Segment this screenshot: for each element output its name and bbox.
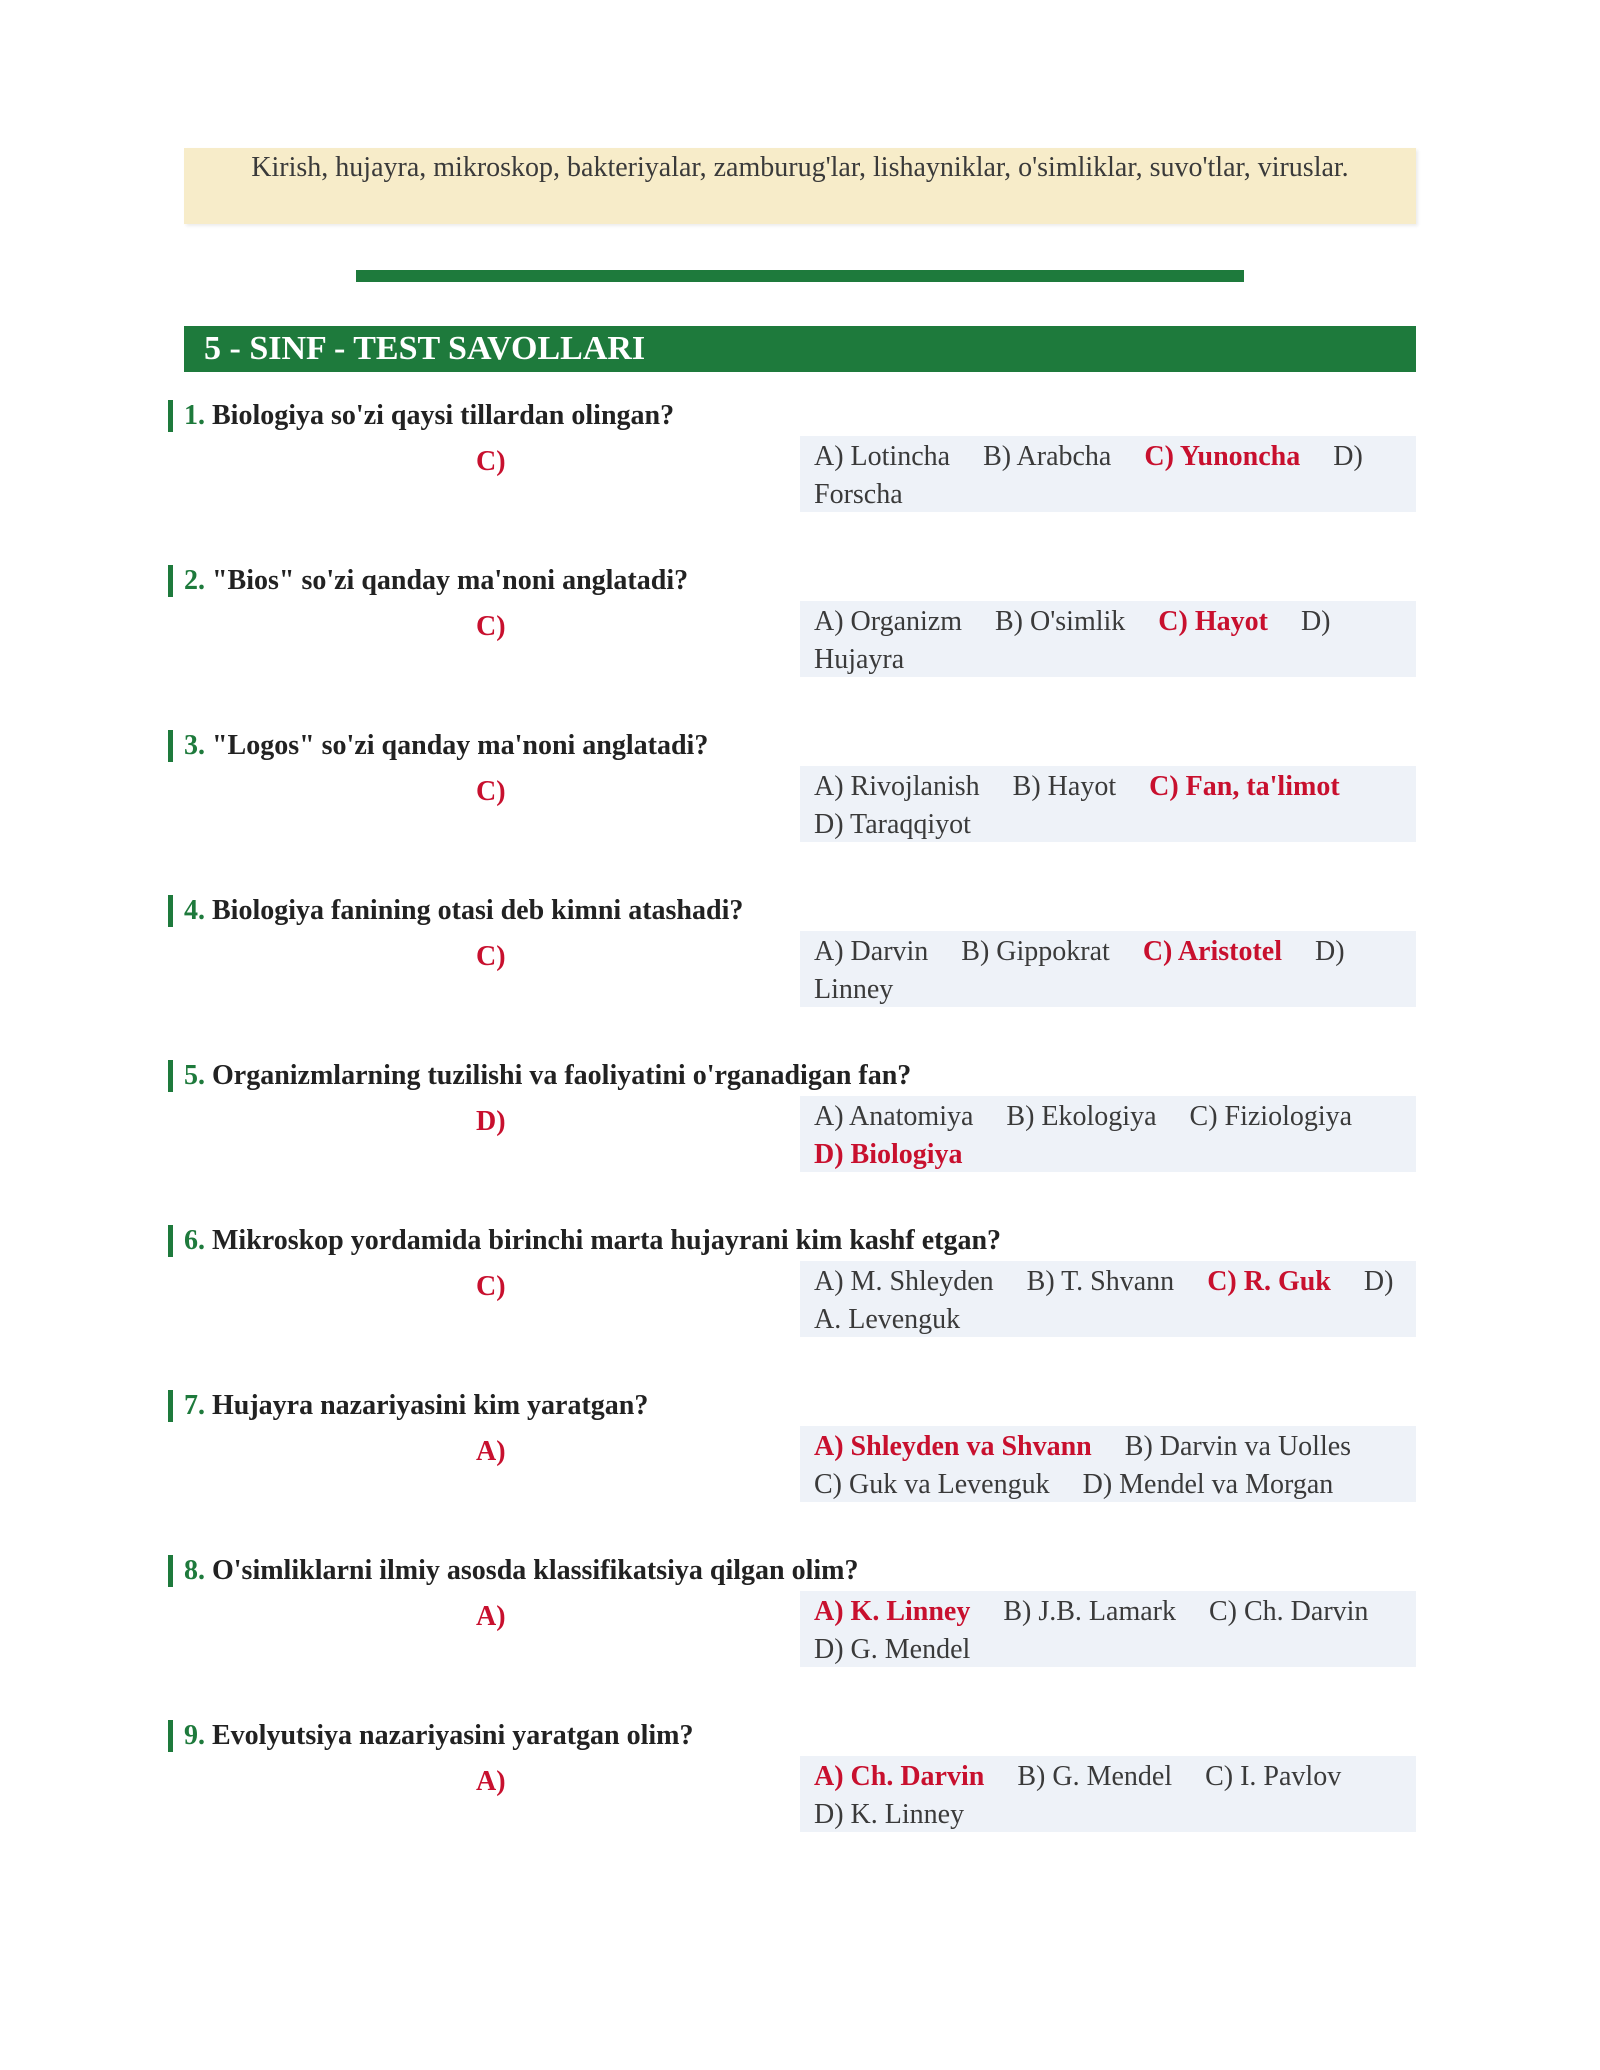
question-item: [168, 730, 1428, 895]
answer-key: C): [476, 776, 506, 807]
options-box: [800, 1591, 1416, 1667]
option-correct: A) K. Linney: [814, 1596, 971, 1627]
question-label: "Logos" so'zi qanday ma'noni anglatadi?: [212, 730, 709, 761]
question-label: Hujayra nazariyasini kim yaratgan?: [212, 1390, 649, 1421]
divider-bar: [356, 270, 1244, 282]
options-box: [800, 436, 1416, 512]
question-text: [168, 895, 743, 927]
question-text: [168, 400, 674, 432]
section-title: [184, 326, 1416, 372]
options-box: [800, 1096, 1416, 1172]
question-text: [168, 1060, 911, 1092]
option-correct: A) Ch. Darvin: [814, 1761, 985, 1792]
question-number: 5.: [184, 1060, 205, 1091]
option: B) Arabcha: [983, 441, 1112, 472]
question-label: Biologiya so'zi qaysi tillardan olingan?: [212, 400, 675, 431]
option-correct: C) Hayot: [1158, 606, 1268, 637]
option: D) Taraqqiyot: [814, 809, 971, 840]
question-item: [168, 1720, 1428, 1885]
question-text: [168, 730, 708, 762]
answer-key: A): [476, 1601, 506, 1632]
question-item: [168, 565, 1428, 730]
options-box: [800, 601, 1416, 677]
option: B) O'simlik: [995, 606, 1126, 637]
option-correct: D) Biologiya: [814, 1139, 963, 1170]
option: B) T. Shvann: [1026, 1266, 1175, 1297]
answer-key: C): [476, 446, 506, 477]
question-number: 8.: [184, 1555, 205, 1586]
answer-key: C): [476, 941, 506, 972]
question-number: 1.: [184, 400, 205, 431]
question-text: [168, 1225, 1001, 1257]
question-item: [168, 400, 1428, 565]
option: B) Gippokrat: [961, 936, 1110, 967]
question-item: [168, 1390, 1428, 1555]
option: A) Anatomiya: [814, 1101, 974, 1132]
section-title-text: 5 - SINF - TEST SAVOLLARI: [204, 330, 646, 367]
question-label: Biologiya fanining otasi deb kimni atashadi?: [212, 895, 744, 926]
option: A) Darvin: [814, 936, 929, 967]
question-text: [168, 565, 688, 597]
option-correct: C) Fan, ta'limot: [1149, 771, 1340, 802]
option: D) Mendel va Morgan: [1082, 1469, 1334, 1500]
answer-key: A): [476, 1766, 506, 1797]
option: B) Darvin va Uolles: [1124, 1431, 1352, 1462]
option: D) K. Linney: [814, 1799, 965, 1830]
topics-banner: [184, 148, 1416, 224]
option: A) Organizm: [814, 606, 962, 637]
options-box: [800, 1426, 1416, 1502]
question-item: [168, 1060, 1428, 1225]
question-text: [168, 1720, 693, 1752]
option: C) Ch. Darvin: [1209, 1596, 1369, 1627]
option: A) M. Shleyden: [814, 1266, 994, 1297]
answer-key: C): [476, 611, 506, 642]
option: C) Fiziologiya: [1189, 1101, 1353, 1132]
question-number: 2.: [184, 565, 205, 596]
question-number: 4.: [184, 895, 205, 926]
option-correct: C) Aristotel: [1142, 936, 1283, 967]
question-item: [168, 895, 1428, 1060]
question-text: [168, 1555, 858, 1587]
option: B) Hayot: [1012, 771, 1117, 802]
question-number: 7.: [184, 1390, 205, 1421]
question-label: O'simliklarni ilmiy asosda klassifikatsiya qilgan olim?: [212, 1555, 859, 1586]
question-label: Evolyutsiya nazariyasini yaratgan olim?: [212, 1720, 694, 1751]
question-item: [168, 1555, 1428, 1720]
option: D) A. Levenguk: [814, 1266, 1394, 1335]
question-text: [168, 1390, 648, 1422]
option-correct: C) R. Guk: [1207, 1266, 1331, 1297]
question-number: 3.: [184, 730, 205, 761]
option: D) Forscha: [814, 441, 1363, 510]
option: A) Lotincha: [814, 441, 951, 472]
option-correct: C) Yunoncha: [1144, 441, 1301, 472]
option: C) I. Pavlov: [1205, 1761, 1342, 1792]
options-box: [800, 931, 1416, 1007]
topics-text: Kirish, hujayra, mikroskop, bakteriyalar, zamburug'lar, lishayniklar, o'simliklar, suvo'tlar, viruslar.: [251, 152, 1349, 183]
question-number: 6.: [184, 1225, 205, 1256]
option: D) Linney: [814, 936, 1345, 1005]
answer-key: D): [476, 1106, 506, 1137]
question-item: [168, 1225, 1428, 1390]
option: B) G. Mendel: [1017, 1761, 1173, 1792]
answer-key: A): [476, 1436, 506, 1467]
option: B) J.B. Lamark: [1003, 1596, 1176, 1627]
option: B) Ekologiya: [1006, 1101, 1157, 1132]
options-box: [800, 1756, 1416, 1832]
question-label: "Bios" so'zi qanday ma'noni anglatadi?: [212, 565, 689, 596]
question-label: Mikroskop yordamida birinchi marta hujayrani kim kashf etgan?: [212, 1225, 1002, 1256]
question-label: Organizmlarning tuzilishi va faoliyatini o'rganadigan fan?: [212, 1060, 912, 1091]
option: D) Hujayra: [814, 606, 1331, 675]
answer-key: C): [476, 1271, 506, 1302]
option-correct: A) Shleyden va Shvann: [814, 1431, 1092, 1462]
options-box: [800, 1261, 1416, 1337]
option: D) G. Mendel: [814, 1634, 971, 1665]
option: C) Guk va Levenguk: [814, 1469, 1050, 1500]
option: A) Rivojlanish: [814, 771, 980, 802]
options-box: [800, 766, 1416, 842]
question-number: 9.: [184, 1720, 205, 1751]
